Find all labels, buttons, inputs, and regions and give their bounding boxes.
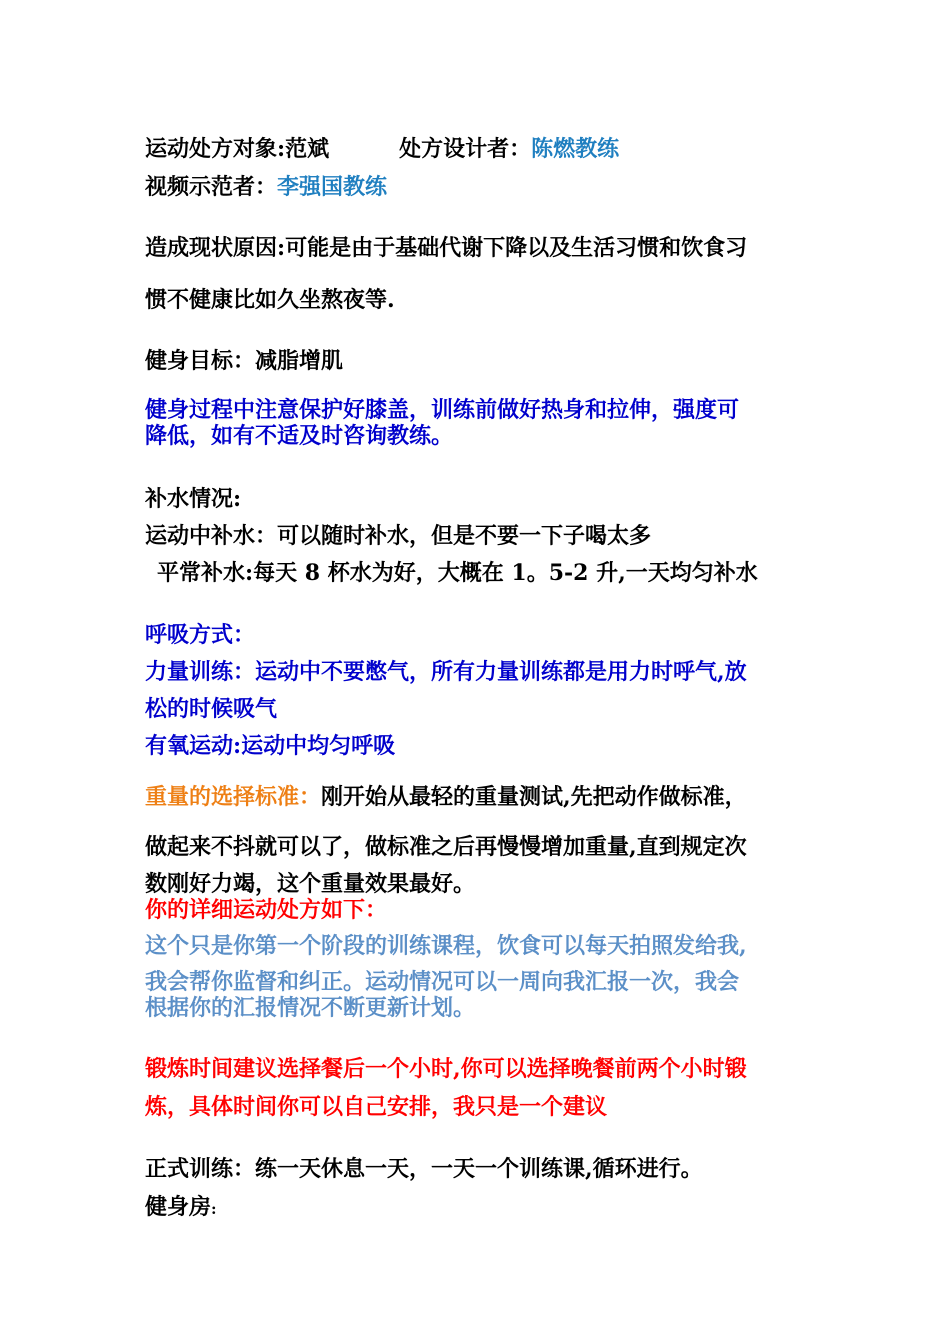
- caution-line-2: 降低，如有不适及时咨询教练。: [145, 423, 454, 449]
- stage-note-line-3: 根据你的汇报情况不断更新计划。: [145, 995, 476, 1021]
- subject-name: 范斌: [285, 136, 330, 162]
- breathing-title: 呼吸方式：: [145, 622, 256, 648]
- hydration-during: 运动中补水：可以随时补水，但是不要一下子喝太多: [145, 523, 652, 549]
- demo-line: [145, 172, 387, 202]
- stage-note-line-1: 这个只是你第一个阶段的训练课程，饮食可以每天拍照发给我,: [145, 933, 747, 959]
- prescription-header-line: [145, 134, 619, 164]
- demo-label: 视频示范者：: [145, 174, 278, 200]
- timing-line-2: 炼，具体时间你可以自己安排，我只是一个建议: [145, 1094, 608, 1120]
- weight-standard-line-3: 数刚好力竭，这个重量效果最好。: [145, 871, 476, 897]
- weight-standard-text: 刚开始从最轻的重量测试,先把动作做标准，: [321, 784, 747, 810]
- breathing-strength-line-2: 松的时候吸气: [145, 696, 278, 722]
- stage-note-line-2: 我会帮你监督和纠正。运动情况可以一周向我汇报一次，我会: [145, 969, 740, 995]
- cause-line-1: 造成现状原因:可能是由于基础代谢下降以及生活习惯和饮食习: [145, 235, 748, 261]
- hydration-title: 补水情况:: [145, 486, 242, 512]
- breathing-strength-line-1: 力量训练：运动中不要憋气，所有力量训练都是用力时呼气,放: [145, 659, 747, 685]
- training-schedule: 正式训练：练一天休息一天，一天一个训练课,循环进行。: [145, 1156, 703, 1182]
- breathing-aerobic: 有氧运动:运动中均匀呼吸: [145, 733, 396, 759]
- cause-line-2: 惯不健康比如久坐熬夜等.: [145, 287, 395, 313]
- subject-label: 运动处方对象:: [145, 136, 286, 162]
- designer-name: 陈燃教练: [531, 136, 620, 162]
- fitness-goal: 健身目标：减脂增肌: [145, 348, 344, 374]
- plan-intro: 你的详细运动处方如下：: [145, 897, 388, 923]
- weight-standard-label: 重量的选择标准：: [145, 784, 322, 810]
- gym-colon: :: [211, 1200, 217, 1218]
- weight-standard-line-1: [145, 782, 747, 812]
- demo-name: 李强国教练: [277, 174, 388, 200]
- designer-label: 处方设计者：: [399, 136, 532, 162]
- weight-standard-line-2: 做起来不抖就可以了，做标准之后再慢慢增加重量,直到规定次: [145, 834, 747, 860]
- gym-heading: [145, 1192, 217, 1224]
- gym-label: 健身房: [145, 1194, 212, 1220]
- timing-line-1: 锻炼时间建议选择餐后一个小时,你可以选择晚餐前两个小时锻: [145, 1056, 747, 1082]
- hydration-daily: 平常补水:每天 8 杯水为好，大概在 1。5-2 升,一天均匀补水: [157, 560, 758, 586]
- caution-line-1: 健身过程中注意保护好膝盖，训练前做好热身和拉伸，强度可: [145, 397, 740, 423]
